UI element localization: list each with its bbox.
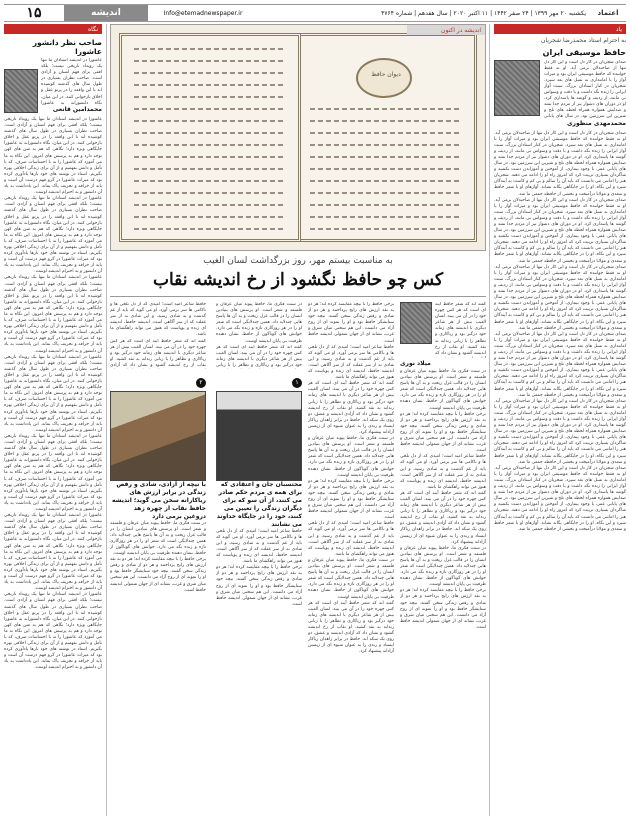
- photo-block: [494, 60, 626, 127]
- nietzsche-portrait: [216, 391, 302, 481]
- manuscript-line: [134, 72, 286, 74]
- feature-body: برخی حافظ را با نیچه مقایسه کرده اند؛ هر دو به نقد ارزش های رایج پرداختند و هر دو از شادی و رقص زندگی سخن گفتند. نیچه خود ستایشگر حافظ بود و او را نمونه ای از روح آزاد می دانست. این هم سخنی میان شرق و غرب، نشانه ای از جهان شمولی اندیشه حافظ است.: [400, 588, 486, 630]
- feature-body: در سنت فکری ما، حافظ پیوند میان عرفان و فلسفه و شعر است. او پرسش های بنیادین انسان را در قالب غزل ریخت و به آن ها پاسخ هایی چندلایه داد. همین چندلایگی است که شعر او را در هر روزگاری تازه و زنده نگه می دارد. خوانش های گوناگون از حافظ، نشان دهنده ظرفیت بی پایان اندیشه اوست.: [216, 302, 302, 344]
- manuscript-line: [310, 144, 462, 146]
- feature-author: میلاد نوری: [400, 360, 431, 367]
- feature-body: در سنت فکری ما، حافظ پیوند میان عرفان و فلسفه و شعر است. او پرسش های بنیادین انسان را در قالب غزل ریخت و به آن ها پاسخ هایی چندلایه داد. همین چندلایگی است که شعر او را در هر روزگاری تازه و زنده نگه می دارد. خوانش های گوناگون از حافظ، نشان دهنده ظرفیت بی پایان اندیشه اوست.: [308, 436, 394, 478]
- manuscript-line: [134, 204, 286, 206]
- quote-marker: ۲: [196, 378, 206, 388]
- feature-body: برخی حافظ را با نیچه مقایسه کرده اند؛ هر دو به نقد ارزش های رایج پرداختند و هر دو از شادی و رقص زندگی سخن گفتند. نیچه خود ستایشگر حافظ بود و او را نمونه ای از روح آزاد می دانست. این هم سخنی میان شرق و غرب، نشانه ای از جهان شمولی اندیشه حافظ است.: [308, 478, 394, 521]
- feature-body: در سنت فکری ما، حافظ پیوند میان عرفان و فلسفه و شعر است. او پرسش های بنیادین انسان را در قالب غزل ریخت و به آن ها پاسخ هایی چندلایه داد. همین چندلایگی است که شعر او را در هر روزگاری تازه و زنده نگه می دارد. خوانش های گوناگون از حافظ، نشان دهنده ظرفیت بی پایان اندیشه اوست.: [400, 545, 486, 588]
- feature-tag-label: اندیشه در اکنون: [441, 26, 481, 34]
- pull-quote: با نیچه از آزادی، شادی و رقص زندگی در برابر ارزش های ریاکارانه سخن می گوید؛ اندیشه حافظ نقاب از چهره زهد دروغین برمی دارد: [111, 480, 206, 520]
- feature-body: حافظ شاعر امید است؛ امیدی که از دل تلخی ها و ناکامی ها سر برمی آورد. او می گوید که باید از غم گذشت و به شادی رسید، و این شادی نه از سر غفلت که از سر آگاهی است. اندیشه حافظ، اندیشه ای زنده و پویاست که هنوز می تواند راهگشای ما باشد.: [110, 302, 206, 338]
- body-column-3: [216, 302, 302, 816]
- manuscript-line: [134, 108, 286, 110]
- manuscript-line: [134, 96, 286, 98]
- feature-body: در سنت فکری ما، حافظ پیوند میان عرفان و فلسفه و شعر است. او پرسش های بنیادین انسان را در قالب غزل ریخت و به آن ها پاسخ هایی چندلایه داد. همین چندلایگی است که شعر او را در هر روزگاری تازه و زنده نگه می دارد. خوانش های گوناگون از حافظ، نشان دهنده ظرفیت بی پایان اندیشه اوست.: [308, 557, 394, 600]
- manuscript-page-right: [295, 33, 477, 242]
- left-column: [4, 24, 107, 816]
- manuscript-line: [310, 108, 462, 110]
- feature-body: گفته اند که شعر حافظ آینه ای است که هر کس چهره خود را در آن می بیند. لسان الغیب بیش از هر شاعر دیگری با اندیشه های زمانه خود درگیر بود و ریاکاری و تظاهر را با زبانی: [216, 344, 302, 368]
- hafez-portrait: [110, 391, 206, 481]
- feature-body: حافظ شاعر امید است؛ امیدی که از دل تلخی ها و ناکامی ها سر برمی آورد. او می گوید که باید از غم گذشت و به شادی رسید، و این شادی نه از سر غفلت که از سر آگاهی است. اندیشه حافظ، اندیشه ای زنده و پویاست که هنوز می تواند راهگشای ما باشد.: [216, 528, 302, 565]
- manuscript-line: [134, 216, 286, 218]
- manuscript-title: دیوان حافظ: [371, 71, 401, 78]
- author-name: محمدمهدی منظوری: [567, 119, 626, 127]
- manuscript-line: [134, 156, 286, 158]
- pull-quote: محتسبان جان و اعتقادی که برای همه ی مردم حکم صادر می کنند، از آن سو که برای دیگران زندگی را تعیین می کنند، خود را در جایگاه خداوند می نشانند: [216, 480, 302, 528]
- feature-body: حافظ شاعر امید است؛ امیدی که از دل تلخی ها و ناکامی ها سر برمی آورد. او می گوید که باید از غم گذشت و به شادی رسید، و این شادی نه از سر غفلت که از سر آگاهی است. اندیشه حافظ، اندیشه ای زنده و پویاست که هنوز می تواند راهگشای ما باشد.: [308, 521, 394, 557]
- feature-tag: [407, 25, 485, 35]
- article-body-cont: صدای شجریان در کار دل است و این کار دل تنها از صاحبدلان برمی آید. او نه فقط خواننده که حافظ موسیقی ایران بود و میراث آواز را با امانتداری به نسل های بعد سپرد. شجریان در کنار استادان بزرگ، سنت آواز ایرانی را زنده نگه داشت و با دقت و وسواس بی مانند، از ردیف و گوشه ها پاسداری کرد. او در دوران های دشوار نیز از مردم جدا نشد و صدایش همواره همراه لحظه های تلخ و شیرین این سرزمین بود. در سال های پایانی عمر، با وجود بیماری، از آموختن و آموزاندن دست نکشید و شاگردان بسیاری تربیت کرد که امروز راه او را ادامه می دهند. شجریان هنر را امانتی می دانست که باید آن را سالم و بی کم و کاست به آیندگان سپرد و این نگاه، او را در جایگاهی یگانه نشاند. آوازهای او با شعر حافظ و سعدی و مولانا درآمیخت و بخشی از حافظه جمعی ما شد.: [494, 465, 626, 532]
- page-number: ۱۵: [26, 5, 42, 21]
- feature-body: گفته اند که شعر حافظ آینه ای است که هر کس چهره خود را در آن می بیند. لسان الغیب بیش از هر شاعر دیگری با اندیشه های زمانه خود درگیر بود و ریاکاری و تظاهر را با زبانی رندانه به نقد کشید. او نقاب از رخ اندیشه گشود و نشان داد که آزادی: [110, 338, 206, 368]
- feature-body: برخی حافظ را با نیچه مقایسه کرده اند؛ هر دو به نقد ارزش های رایج پرداختند و هر دو از شادی و رقص زندگی سخن گفتند. نیچه خود ستایشگر حافظ بود و او را نمونه ای از روح آزاد می دانست. این هم سخنی میان شرق و غرب، نشانه ای از جهان شمولی اندیشه حافظ است.: [400, 411, 486, 454]
- body-column-2: [308, 302, 394, 816]
- masthead: [4, 4, 626, 22]
- manuscript-line: [134, 144, 286, 146]
- manuscript-line: [134, 120, 286, 122]
- article-body-cont: عاشورا در اندیشه استادان ما تنها یک رویداد تاریخی نیست؛ بلکه افقی برای فهم انسان و آزادی است. صاحب نظران بسیاری در طول سال های گذشته کوشیده اند تا این واقعه را در پرتو عقل و اخلاق بازخوانی کنند. در این میان، نگاه دانشورانه به عاشورا جایگاهی ویژه دارد؛ نگاهی که هم به متن های کهن توجه دارد و هم به پرسش های امروز. این نگاه به ما می آموزد که عاشورا را نه با احساسات صرف، که با تأمل و دانش بفهمیم و از آن برای زندگی اخلاقی بهره بگیریم. استاد در نوشته های خود بارها یادآوری کرده بود که میراث عاشورا در گرو فهم درست آن است و باید از خرافه و تحریف پاک بماند. این یادداشت به یاد آن دانشور و به احترام اندیشه اوست.: [4, 196, 102, 275]
- manuscript-line: [134, 84, 286, 86]
- manuscript-line: [310, 228, 462, 230]
- column-tag: [494, 24, 626, 34]
- feature-subhead: به مناسبت بیستم مهر، روز بزرگداشت لسان الغیب: [203, 256, 393, 266]
- article-body-intro: صدای شجریان در کار دل است و این کار دل تنها از صاحبدلان برمی آید. او نه فقط خواننده که حافظ موسیقی ایران بود و میراث آواز را با امانتداری به نسل های بعد سپرد. شجریان در کنار استادان بزرگ، سنت آواز ایرانی را زنده نگه داشت و با دقت و وسواس بی مانند، از ردیف و گوشه ها پاسداری کرد. او در دوران های دشوار نیز از مردم جدا نشد و صدایش همواره همراه لحظه های تلخ و شیرین این سرزمین بود. در سال های پایانی: [544, 59, 626, 120]
- body-column-4: [110, 302, 206, 816]
- author-photo: [400, 302, 432, 344]
- email-link[interactable]: Info@etemadnewspaper.ir: [163, 9, 243, 17]
- newspaper-logo: اعتماد: [597, 9, 619, 17]
- article-body-cont: عاشورا در اندیشه استادان ما تنها یک رویداد تاریخی نیست؛ بلکه افقی برای فهم انسان و آزادی است. صاحب نظران بسیاری در طول سال های گذشته کوشیده اند تا این واقعه را در پرتو عقل و اخلاق بازخوانی کنند. در این میان، نگاه دانشورانه به عاشورا جایگاهی ویژه دارد؛ نگاهی که هم به متن های کهن توجه دارد و هم به پرسش های امروز. این نگاه به ما می آموزد که عاشورا را نه با احساسات صرف، که با تأمل و دانش بفهمیم و از آن برای زندگی اخلاقی بهره بگیریم. استاد در نوشته های خود بارها یادآوری کرده بود که میراث عاشورا در گرو فهم درست آن است و باید از خرافه و تحریف پاک بماند. این یادداشت به یاد آن دانشور و به احترام اندیشه اوست.: [4, 354, 102, 433]
- article-body-intro: عاشورا در اندیشه استادان ما تنها یک رویداد تاریخی نیست؛ بلکه افقی برای فهم انسان و آزادی است. صاحب نظران بسیاری در طول سال های گذشته کوشیده اند تا این واقعه را در پرتو عقل و اخلاق بازخوانی کنند. در این میان، نگاه دانشورانه به عاشورا: [41, 58, 102, 106]
- feature-body: گفته اند که شعر حافظ آینه ای است که هر کس چهره خود را در آن می بیند. لسان الغیب بیش از هر شاعر دیگری با اندیشه های زمانه خود درگیر بود و ریاکاری و تظاهر را با زبانی رندانه به نقد کشید. او نقاب از رخ اندیشه گشود و نشان داد که آزادی اندیشه و عشق، دو روی یک سکه اند. حافظ در برابر زاهدان ریاکار ایستاد و رندی را به عنوان شیوه ای از زیستن آزادانه پیشنهاد کرد.: [308, 600, 394, 655]
- manuscript-line: [310, 192, 462, 194]
- divider: [110, 296, 486, 297]
- manuscript-line: [134, 48, 286, 50]
- article-body-cont: صدای شجریان در کار دل است و این کار دل تنها از صاحبدلان برمی آید. او نه فقط خواننده که حافظ موسیقی ایران بود و میراث آواز را با امانتداری به نسل های بعد سپرد. شجریان در کنار استادان بزرگ، سنت آواز ایرانی را زنده نگه داشت و با دقت و وسواس بی مانند، از ردیف و گوشه ها پاسداری کرد. او در دوران های دشوار نیز از مردم جدا نشد و صدایش همواره همراه لحظه های تلخ و شیرین این سرزمین بود. در سال های پایانی عمر، با وجود بیماری، از آموختن و آموزاندن دست نکشید و شاگردان بسیاری تربیت کرد که امروز راه او را ادامه می دهند. شجریان هنر را امانتی می دانست که باید آن را سالم و بی کم و کاست به آیندگان سپرد و این نگاه، او را در جایگاهی یگانه نشاند. آوازهای او با شعر حافظ و سعدی و مولانا درآمیخت و بخشی از حافظه جمعی ما شد.: [494, 197, 626, 264]
- feature-body: برخی حافظ را با نیچه مقایسه کرده اند؛ هر دو به نقد ارزش های رایج پرداختند و هر دو از شادی و رقص زندگی سخن گفتند. نیچه خود ستایشگر حافظ بود و او را نمونه ای از روح آزاد می دانست. این هم سخنی میان شرق و غرب، نشانه ای از جهان شمولی اندیشه حافظ است.: [216, 565, 302, 607]
- feature-intro: گفته اند که شعر حافظ آینه ای است که هر کس چهره خود را در آن می بیند. لسان الغیب بیش از هر شاعر دیگری با اندیشه های زمانه خود درگیر بود و ریاکاری و تظاهر را با زبانی رندانه به نقد کشید. او نقاب از رخ اندیشه گشود و نشان داد که: [435, 302, 486, 356]
- article-body-cont: صدای شجریان در کار دل است و این کار دل تنها از صاحبدلان برمی آید. او نه فقط خواننده که حافظ موسیقی ایران بود و میراث آواز را با امانتداری به نسل های بعد سپرد. شجریان در کنار استادان بزرگ، سنت آواز ایرانی را زنده نگه داشت و با دقت و وسواس بی مانند، از ردیف و گوشه ها پاسداری کرد. او در دوران های دشوار نیز از مردم جدا نشد و صدایش همواره همراه لحظه های تلخ و شیرین این سرزمین بود. در سال های پایانی عمر، با وجود بیماری، از آموختن و آموزاندن دست نکشید و شاگردان بسیاری تربیت کرد که امروز راه او را ادامه می دهند. شجریان هنر را امانتی می دانست که باید آن را سالم و بی کم و کاست به آیندگان سپرد و این نگاه، او را در جایگاهی یگانه نشاند. آوازهای او با شعر حافظ و سعدی و مولانا درآمیخت و بخشی از حافظه جمعی ما شد.: [494, 398, 626, 465]
- manuscript-line: [310, 180, 462, 182]
- section-title: اندیشه: [64, 5, 148, 21]
- article-body-cont: عاشورا در اندیشه استادان ما تنها یک رویداد تاریخی نیست؛ بلکه افقی برای فهم انسان و آزادی است. صاحب نظران بسیاری در طول سال های گذشته کوشیده اند تا این واقعه را در پرتو عقل و اخلاق بازخوانی کنند. در این میان، نگاه دانشورانه به عاشورا جایگاهی ویژه دارد؛ نگاهی که هم به متن های کهن توجه دارد و هم به پرسش های امروز. این نگاه به ما می آموزد که عاشورا را نه با احساسات صرف، که با تأمل و دانش بفهمیم و از آن برای زندگی اخلاقی بهره بگیریم. استاد در نوشته های خود بارها یادآوری کرده بود که میراث عاشورا در گرو فهم درست آن است و باید از خرافه و تحریف پاک بماند. این یادداشت به یاد آن دانشور و به احترام اندیشه اوست.: [4, 433, 102, 512]
- article-body-cont: عاشورا در اندیشه استادان ما تنها یک رویداد تاریخی نیست؛ بلکه افقی برای فهم انسان و آزادی است. صاحب نظران بسیاری در طول سال های گذشته کوشیده اند تا این واقعه را در پرتو عقل و اخلاق بازخوانی کنند. در این میان، نگاه دانشورانه به عاشورا جایگاهی ویژه دارد؛ نگاهی که هم به متن های کهن توجه دارد و هم به پرسش های امروز. این نگاه به ما می آموزد که عاشورا را نه با احساسات صرف، که با تأمل و دانش بفهمیم و از آن برای زندگی اخلاقی بهره بگیریم. استاد در نوشته های خود بارها یادآوری کرده بود که میراث عاشورا در گرو فهم درست آن است و باید از خرافه و تحریف پاک بماند. این یادداشت به یاد آن دانشور و به احترام اندیشه اوست.: [4, 592, 102, 671]
- feature-body: در سنت فکری ما، حافظ پیوند میان عرفان و فلسفه و شعر است. او پرسش های بنیادین انسان را در قالب غزل ریخت و به آن ها پاسخ هایی چندلایه داد. همین چندلایگی است که شعر او را در هر روزگاری تازه و زنده نگه می دارد. خوانش های گوناگون از حافظ، نشان دهنده ظرفیت بی پایان اندیشه اوست.: [400, 369, 486, 411]
- manuscript-page-left: [119, 33, 301, 242]
- manuscript-line: [134, 132, 286, 134]
- author-photo: [4, 69, 38, 113]
- manuscript-image: [110, 24, 486, 251]
- article-headline: حافظ موسیقی ایران: [542, 48, 626, 57]
- photo-block: [4, 58, 102, 113]
- manuscript-line: [310, 132, 462, 134]
- article-body: عاشورا در اندیشه استادان ما تنها یک رویداد تاریخی نیست؛ بلکه افقی برای فهم انسان و آزادی است. صاحب نظران بسیاری در طول سال های گذشته کوشیده اند تا این واقعه را در پرتو عقل و اخلاق بازخوانی کنند. در این میان، نگاه دانشورانه به عاشورا جایگاهی ویژه دارد؛ نگاهی که هم به متن های کهن توجه دارد و هم به پرسش های امروز. این نگاه به ما می آموزد که عاشورا را نه با احساسات صرف، که با تأمل و دانش بفهمیم و از آن برای زندگی اخلاقی بهره بگیریم. استاد در نوشته های خود بارها یادآوری کرده بود که میراث عاشورا در گرو فهم درست آن است و باید از خرافه و تحریف پاک بماند. این یادداشت به یاد آن دانشور و به احترام اندیشه اوست.: [4, 117, 102, 196]
- article-kicker: به احترام استاد محمدرضا شجریان: [540, 37, 626, 44]
- manuscript-line: [134, 180, 286, 182]
- article-body-cont: صدای شجریان در کار دل است و این کار دل تنها از صاحبدلان برمی آید. او نه فقط خواننده که حافظ موسیقی ایران بود و میراث آواز را با امانتداری به نسل های بعد سپرد. شجریان در کنار استادان بزرگ، سنت آواز ایرانی را زنده نگه داشت و با دقت و وسواس بی مانند، از ردیف و گوشه ها پاسداری کرد. او در دوران های دشوار نیز از مردم جدا نشد و صدایش همواره همراه لحظه های تلخ و شیرین این سرزمین بود. در سال های پایانی عمر، با وجود بیماری، از آموختن و آموزاندن دست نکشید و شاگردان بسیاری تربیت کرد که امروز راه او را ادامه می دهند. شجریان هنر را امانتی می دانست که باید آن را سالم و بی کم و کاست به آیندگان سپرد و این نگاه، او را در جایگاهی یگانه نشاند. آوازهای او با شعر حافظ و سعدی و مولانا درآمیخت و بخشی از حافظه جمعی ما شد.: [494, 264, 626, 331]
- manuscript-line: [134, 60, 286, 62]
- author-block: [400, 302, 486, 358]
- manuscript-medallion: [356, 58, 412, 98]
- author-name: محمدامین قانعی: [52, 106, 102, 113]
- feature-body: در سنت فکری ما، حافظ پیوند میان عرفان و فلسفه و شعر است. او پرسش های بنیادین انسان را در قالب غزل ریخت و به آن ها پاسخ هایی چندلایه داد. همین چندلایگی است که شعر او را در هر روزگاری تازه و زنده نگه می دارد. خوانش های گوناگون از حافظ، نشان دهنده ظرفیت بی پایان اندیشه اوست.: [110, 520, 206, 557]
- article-body-cont: عاشورا در اندیشه استادان ما تنها یک رویداد تاریخی نیست؛ بلکه افقی برای فهم انسان و آزادی است. صاحب نظران بسیاری در طول سال های گذشته کوشیده اند تا این واقعه را در پرتو عقل و اخلاق بازخوانی کنند. در این میان، نگاه دانشورانه به عاشورا جایگاهی ویژه دارد؛ نگاهی که هم به متن های کهن توجه دارد و هم به پرسش های امروز. این نگاه به ما می آموزد که عاشورا را نه با احساسات صرف، که با تأمل و دانش بفهمیم و از آن برای زندگی اخلاقی بهره بگیریم. استاد در نوشته های خود بارها یادآوری کرده بود که میراث عاشورا در گرو فهم درست آن است و باید از خرافه و تحریف پاک بماند. این یادداشت به یاد آن دانشور و به احترام اندیشه اوست.: [4, 513, 102, 592]
- manuscript-line: [310, 216, 462, 218]
- right-column: [489, 24, 626, 816]
- author-photo: [494, 60, 540, 116]
- manuscript-line: [310, 120, 462, 122]
- article-headline: صاحب نظر دانشور عاشورا: [32, 38, 102, 56]
- feature-body: برخی حافظ را با نیچه مقایسه کرده اند؛ هر دو به نقد ارزش های رایج پرداختند و هر دو از شادی و رقص زندگی سخن گفتند. نیچه خود ستایشگر حافظ بود و او را نمونه ای از روح آزاد می دانست. این هم سخنی میان شرق و غرب، نشانه ای از جهان شمولی اندیشه حافظ است.: [110, 557, 206, 593]
- manuscript-line: [310, 168, 462, 170]
- column-tag: [4, 24, 102, 34]
- manuscript-line: [310, 204, 462, 206]
- manuscript-line: [134, 192, 286, 194]
- manuscript-line: [134, 228, 286, 230]
- date-line: یکشنبه ۲۰ مهر ۱۳۹۹ | ۲۴ صفر ۱۴۴۲ | ۱۱ اکتبر ۲۰۲۰ | سال هفدهم | شماره ۴۷۶۴: [381, 9, 586, 17]
- feature-headline: کس چو حافظ نگشود از رخ اندیشه نقاب: [152, 270, 444, 290]
- body-column-1: [400, 302, 486, 816]
- quote-marker: ۱: [292, 378, 302, 388]
- manuscript-line: [134, 168, 286, 170]
- feature-body: برخی حافظ را با نیچه مقایسه کرده اند؛ هر دو به نقد ارزش های رایج پرداختند و هر دو از شادی و رقص زندگی سخن گفتند. نیچه خود ستایشگر حافظ بود و او را نمونه ای از روح آزاد می دانست. این هم سخنی میان شرق و غرب، نشانه ای از جهان شمولی اندیشه حافظ است.: [308, 302, 394, 344]
- feature-body: حافظ شاعر امید است؛ امیدی که از دل تلخی ها و ناکامی ها سر برمی آورد. او می گوید که باید از غم گذشت و به شادی رسید، و این شادی نه از سر غفلت که از سر آگاهی است. اندیشه حافظ، اندیشه ای زنده و پویاست که هنوز می تواند راهگشای ما باشد.: [308, 344, 394, 381]
- article-body-cont: عاشورا در اندیشه استادان ما تنها یک رویداد تاریخی نیست؛ بلکه افقی برای فهم انسان و آزادی است. صاحب نظران بسیاری در طول سال های گذشته کوشیده اند تا این واقعه را در پرتو عقل و اخلاق بازخوانی کنند. در این میان، نگاه دانشورانه به عاشورا جایگاهی ویژه دارد؛ نگاهی که هم به متن های کهن توجه دارد و هم به پرسش های امروز. این نگاه به ما می آموزد که عاشورا را نه با احساسات صرف، که با تأمل و دانش بفهمیم و از آن برای زندگی اخلاقی بهره بگیریم. استاد در نوشته های خود بارها یادآوری کرده بود که میراث عاشورا در گرو فهم درست آن است و باید از خرافه و تحریف پاک بماند. این یادداشت به یاد آن دانشور و به احترام اندیشه اوست.: [4, 275, 102, 354]
- feature-body: حافظ شاعر امید است؛ امیدی که از دل تلخی ها و ناکامی ها سر برمی آورد. او می گوید که باید از غم گذشت و به شادی رسید، و این شادی نه از سر غفلت که از سر آگاهی است. اندیشه حافظ، اندیشه ای زنده و پویاست که هنوز می تواند راهگشای ما باشد.: [400, 454, 486, 490]
- column-tag-label: نگاه: [88, 25, 98, 33]
- article-body-cont: صدای شجریان در کار دل است و این کار دل تنها از صاحبدلان برمی آید. او نه فقط خواننده که حافظ موسیقی ایران بود و میراث آواز را با امانتداری به نسل های بعد سپرد. شجریان در کنار استادان بزرگ، سنت آواز ایرانی را زنده نگه داشت و با دقت و وسواس بی مانند، از ردیف و گوشه ها پاسداری کرد. او در دوران های دشوار نیز از مردم جدا نشد و صدایش همواره همراه لحظه های تلخ و شیرین این سرزمین بود. در سال های پایانی عمر، با وجود بیماری، از آموختن و آموزاندن دست نکشید و شاگردان بسیاری تربیت کرد که امروز راه او را ادامه می دهند. شجریان هنر را امانتی می دانست که باید آن را سالم و بی کم و کاست به آیندگان سپرد و این نگاه، او را در جایگاهی یگانه نشاند. آوازهای او با شعر حافظ و سعدی و مولانا درآمیخت و بخشی از حافظه جمعی ما شد.: [494, 331, 626, 398]
- article-body: صدای شجریان در کار دل است و این کار دل تنها از صاحبدلان برمی آید. او نه فقط خواننده که حافظ موسیقی ایران بود و میراث آواز را با امانتداری به نسل های بعد سپرد. شجریان در کنار استادان بزرگ، سنت آواز ایرانی را زنده نگه داشت و با دقت و وسواس بی مانند، از ردیف و گوشه ها پاسداری کرد. او در دوران های دشوار نیز از مردم جدا نشد و صدایش همواره همراه لحظه های تلخ و شیرین این سرزمین بود. در سال های پایانی عمر، با وجود بیماری، از آموختن و آموزاندن دست نکشید و شاگردان بسیاری تربیت کرد که امروز راه او را ادامه می دهند. شجریان هنر را امانتی می دانست که باید آن را سالم و بی کم و کاست به آیندگان سپرد و این نگاه، او را در جایگاهی یگانه نشاند. آوازهای او با شعر حافظ و سعدی و مولانا درآمیخت و بخشی از حافظه جمعی ما شد.: [494, 130, 626, 197]
- manuscript-line: [310, 156, 462, 158]
- feature-body: گفته اند که شعر حافظ آینه ای است که هر کس چهره خود را در آن می بیند. لسان الغیب بیش از هر شاعر دیگری با اندیشه های زمانه خود درگیر بود و ریاکاری و تظاهر را با زبانی رندانه به نقد کشید. او نقاب از رخ اندیشه گشود و نشان داد که آزادی اندیشه و عشق، دو روی یک سکه اند. حافظ در برابر زاهدان ریاکار ایستاد و رندی را به عنوان شیوه ای از زیستن آزادانه پیشنهاد کرد.: [400, 490, 486, 545]
- column-tag-label: یاد: [615, 25, 622, 33]
- feature-body: گفته اند که شعر حافظ آینه ای است که هر کس چهره خود را در آن می بیند. لسان الغیب بیش از هر شاعر دیگری با اندیشه های زمانه خود درگیر بود و ریاکاری و تظاهر را با زبانی رندانه به نقد کشید. او نقاب از رخ اندیشه گشود و نشان داد که آزادی اندیشه و عشق، دو روی یک سکه اند. حافظ در برابر زاهدان ریاکار ایستاد و رندی را به عنوان شیوه ای از زیستن آزادانه پیشنهاد کرد.: [308, 381, 394, 435]
- feature-article: [110, 24, 486, 816]
